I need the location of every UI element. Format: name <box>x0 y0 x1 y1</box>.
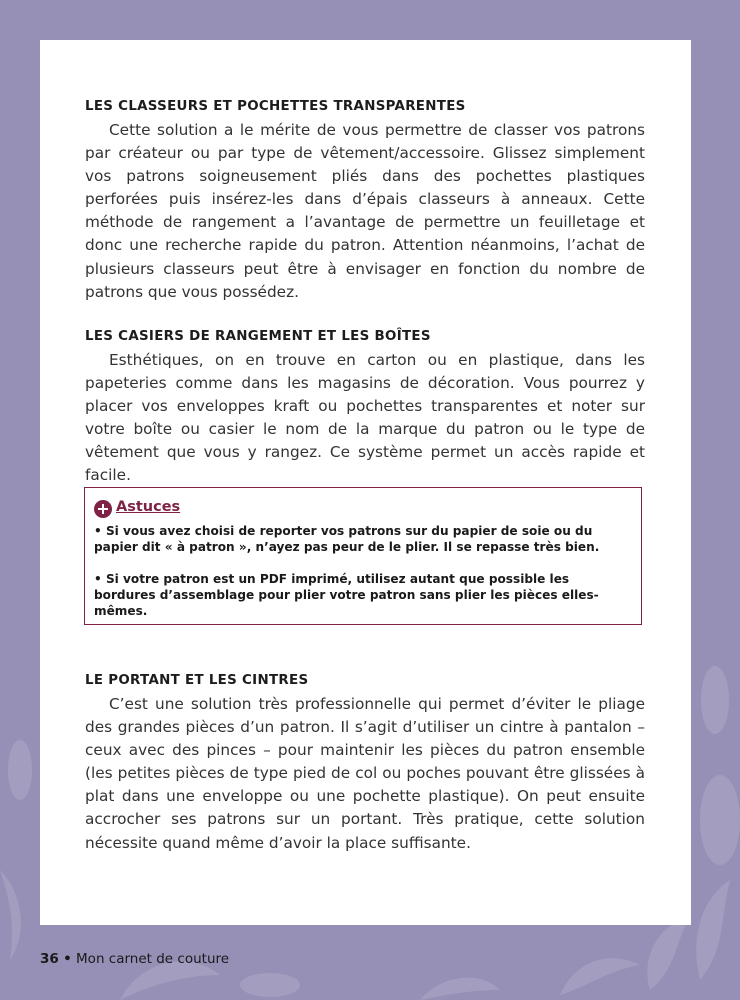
plus-circle-icon <box>94 500 112 518</box>
page-sheet <box>40 40 691 925</box>
section-heading-portant: LE PORTANT ET LES CINTRES <box>85 673 309 688</box>
page-number: 36 <box>40 951 59 967</box>
section-body-classeurs: Cette solution a le mérite de vous permettre de classer vos patrons par créateur ou par type de vêtement/accessoire. Glissez simplement vos patrons soigneusement pliés dans des pochettes plastiques perforées puis insérez-les dans d’épais classeurs à anneaux. Cette méthode de rangement a l’avantage de permettre un feuilletage et donc une recherche rapide du patron. Attention néanmoins, l’achat de plusieurs classeurs peut être à envisager en fonction du nombre de patrons que vous possédez. <box>85 121 645 301</box>
section-heading-casiers: LES CASIERS DE RANGEMENT ET LES BOÎTES <box>85 329 431 344</box>
tip-item: • Si votre patron est un PDF imprimé, utilisez autant que possible les bordures d’assemblage pour plier votre patron sans plier les pièces elles-mêmes. <box>94 572 599 618</box>
tips-box <box>84 487 642 625</box>
section-body-casiers: Esthétiques, on en trouve en carton ou en plastique, dans les papeteries comme dans les magasins de décoration. Vous pourrez y placer vos enveloppes kraft ou pochettes transparentes et noter sur votre boîte ou casier le nom de la marque du patron ou le type de vêtement que vous y rangez. Ce système permet un accès rapide et facile. <box>85 351 645 485</box>
section-heading-classeurs: LES CLASSEURS ET POCHETTES TRANSPARENTES <box>85 99 466 114</box>
book-title: Mon carnet de couture <box>76 951 230 967</box>
footer-separator: • <box>63 951 72 967</box>
page-footer <box>40 951 229 967</box>
tip-item: • Si vous avez choisi de reporter vos patrons sur du papier de soie ou du papier dit « à patron », n’ayez pas peur de le plier. Il se repasse très bien. <box>94 524 600 554</box>
section-body-portant: C’est une solution très professionnelle qui permet d’éviter le pliage des grandes pièces d’un patron. Il s’agit d’utiliser un cintre à pantalon – ceux avec des pinces – pour maintenir les pièces du patron ensemble (les petites pièces de type pied de col ou poches pouvant être glissées à plat dans une enveloppe ou une pochette plastique). On peut ensuite accrocher ses patrons sur un portant. Très pratique, cette solution nécessite quand même d’avoir la place suffisante. <box>85 695 645 852</box>
tips-title: Astuces <box>116 499 181 515</box>
